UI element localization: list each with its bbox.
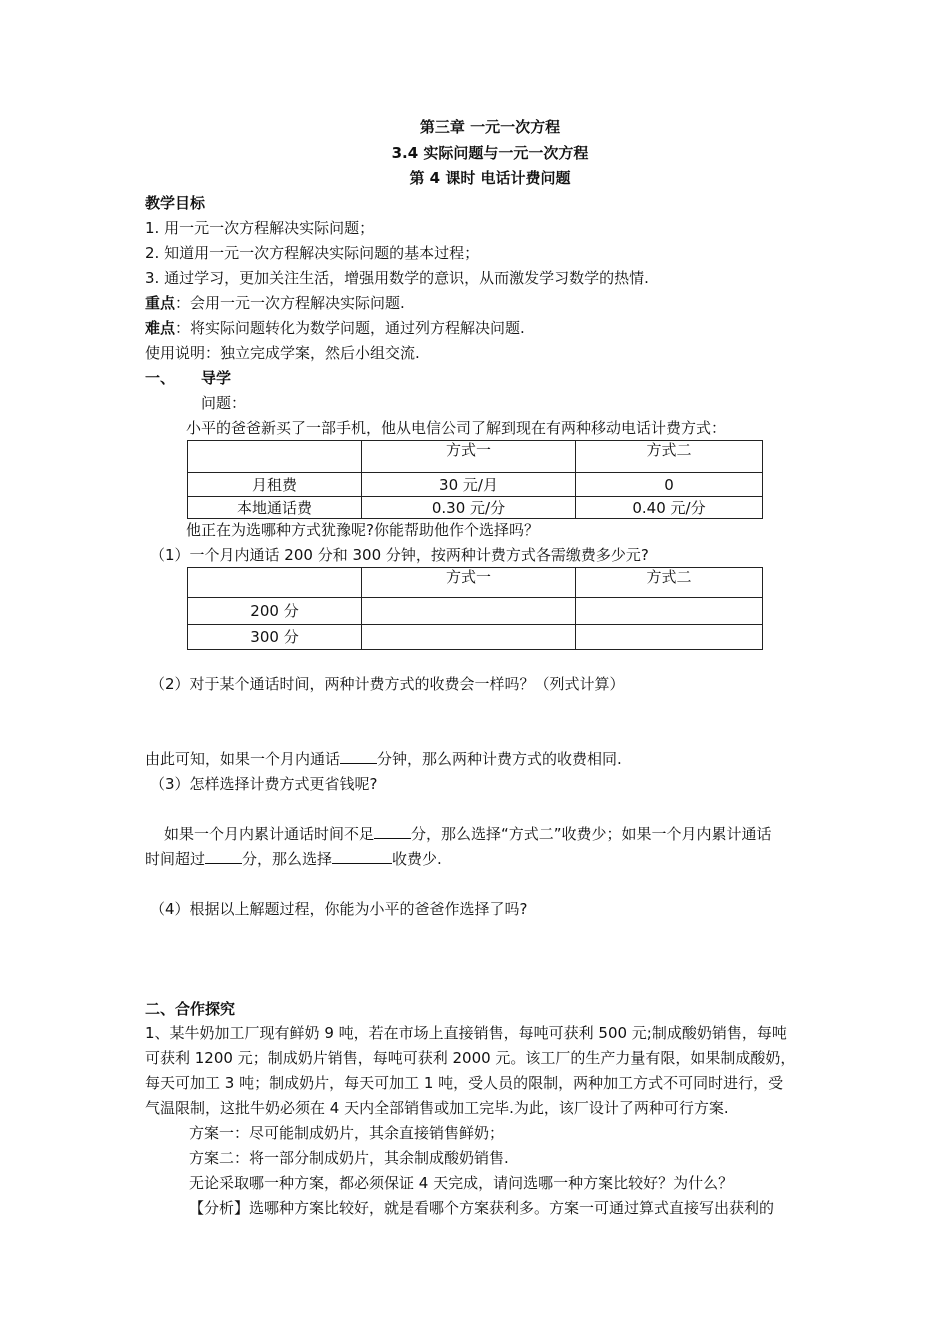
fill-line-2	[145, 849, 442, 869]
billing-table	[187, 440, 763, 519]
cost-row-label: 300 分	[188, 625, 362, 650]
fill-line-1	[164, 824, 772, 844]
part1-number: 一、	[145, 369, 176, 387]
billing-header-blank	[188, 441, 362, 473]
key-point-text: ：会用一元一次方程解决实际问题.	[175, 294, 405, 312]
billing-cell: 30 元/月	[362, 473, 576, 497]
part1-title: 导学	[201, 369, 232, 387]
answer-blank[interactable]	[340, 749, 377, 764]
question-2: （2）对于某个通话时间，两种计费方式的收费会一样吗？（列式计算）	[150, 675, 625, 693]
problem-intro: 小平的爸爸新买了一部手机，他从电信公司了解到现在有两种移动电话计费方式：	[186, 419, 727, 437]
chapter-title: 第三章 一元一次方程	[419, 118, 561, 136]
cost-header-plan2: 方式二	[576, 568, 763, 598]
billing-header-plan2: 方式二	[576, 441, 763, 473]
plan-1: 方案一：尽可能制成奶片，其余直接销售鲜奶；	[189, 1124, 505, 1142]
cost-answer-cell[interactable]	[362, 598, 576, 625]
answer-blank[interactable]	[332, 849, 392, 864]
usage-note: 使用说明：独立完成学案，然后小组交流.	[145, 344, 420, 362]
problem-line-1: 1、某牛奶加工厂现有鲜奶 9 吨，若在市场上直接销售，每吨可获利 500 元;制成酸奶销售，每吨	[145, 1024, 787, 1042]
fill-text: 收费少.	[392, 850, 442, 868]
difficulty-label: 难点	[145, 319, 176, 337]
cost-answer-cell[interactable]	[576, 625, 763, 650]
goal-item-1: 1. 用一元一次方程解决实际问题；	[145, 219, 375, 237]
plan-2: 方案二：将一部分制成奶片，其余制成酸奶销售.	[189, 1149, 509, 1167]
part2-heading: 二、合作探究	[145, 1000, 236, 1018]
problem-line-4: 气温限制，这批牛奶必须在 4 天内全部销售或加工完毕.为此，该厂设计了两种可行方案.	[145, 1099, 729, 1117]
part2-question: 无论采取哪一种方案，都必须保证 4 天完成，请问选哪一种方案比较好？为什么？	[189, 1174, 734, 1192]
question-4: （4）根据以上解题过程，你能为小平的爸爸作选择了吗?	[150, 900, 528, 918]
cost-header-plan1: 方式一	[362, 568, 576, 598]
cost-answer-cell[interactable]	[576, 598, 763, 625]
cost-table	[187, 567, 763, 650]
billing-header-plan1: 方式一	[362, 441, 576, 473]
key-point-label: 重点	[145, 294, 176, 312]
conclusion-text: 分钟，那么两种计费方式的收费相同.	[377, 750, 622, 768]
question-1: （1）一个月内通话 200 分和 300 分钟，按两种计费方式各需缴费多少元?	[150, 546, 649, 564]
billing-row-label: 本地通话费	[188, 497, 362, 519]
problem-line-3: 每天可加工 3 吨；制成奶片，每天可加工 1 吨，受人员的限制，两种加工方式不可同时进行，受	[145, 1074, 784, 1092]
billing-cell: 0.30 元/分	[362, 497, 576, 519]
key-point	[145, 293, 405, 313]
difficulty-text: ：将实际问题转化为数学问题，通过列方程解决问题.	[175, 319, 525, 337]
fill-text: 如果一个月内累计通话时间不足	[164, 825, 375, 843]
fill-text: 分，那么选择“方式二”收费少；如果一个月内累计通话	[411, 825, 772, 843]
goal-item-2: 2. 知道用一元一次方程解决实际问题的基本过程；	[145, 244, 480, 262]
goal-item-3: 3. 通过学习，更加关注生活，增强用数学的意识，从而激发学习数学的热情.	[145, 269, 649, 287]
conclusion-line	[145, 749, 622, 769]
billing-row-label: 月租费	[188, 473, 362, 497]
cost-header-blank	[188, 568, 362, 598]
question-label: 问题：	[201, 394, 247, 412]
cost-answer-cell[interactable]	[362, 625, 576, 650]
question-3: （3）怎样选择计费方式更省钱呢?	[150, 775, 378, 793]
section-title: 3.4 实际问题与一元一次方程	[391, 144, 589, 162]
billing-cell: 0	[576, 473, 763, 497]
analysis-text: 【分析】选哪种方案比较好，就是看哪个方案获利多。方案一可通过算式直接写出获利的	[189, 1199, 775, 1217]
answer-blank[interactable]	[374, 824, 411, 839]
problem-line-2: 可获利 1200 元；制成奶片销售，每吨可获利 2000 元。该工厂的生产力量有限，如果制成酸奶，	[145, 1049, 796, 1067]
hesitate-question: 他正在为选哪种方式犹豫呢?你能帮助他作个选择吗？	[186, 521, 539, 539]
difficulty-point	[145, 318, 525, 338]
billing-cell: 0.40 元/分	[576, 497, 763, 519]
fill-text: 时间超过	[145, 850, 206, 868]
goals-heading: 教学目标	[145, 194, 206, 212]
conclusion-text: 由此可知，如果一个月内通话	[145, 750, 341, 768]
lesson-title: 第 4 课时 电话计费问题	[409, 169, 571, 187]
fill-text: 分，那么选择	[242, 850, 333, 868]
cost-row-label: 200 分	[188, 598, 362, 625]
answer-blank[interactable]	[205, 849, 242, 864]
